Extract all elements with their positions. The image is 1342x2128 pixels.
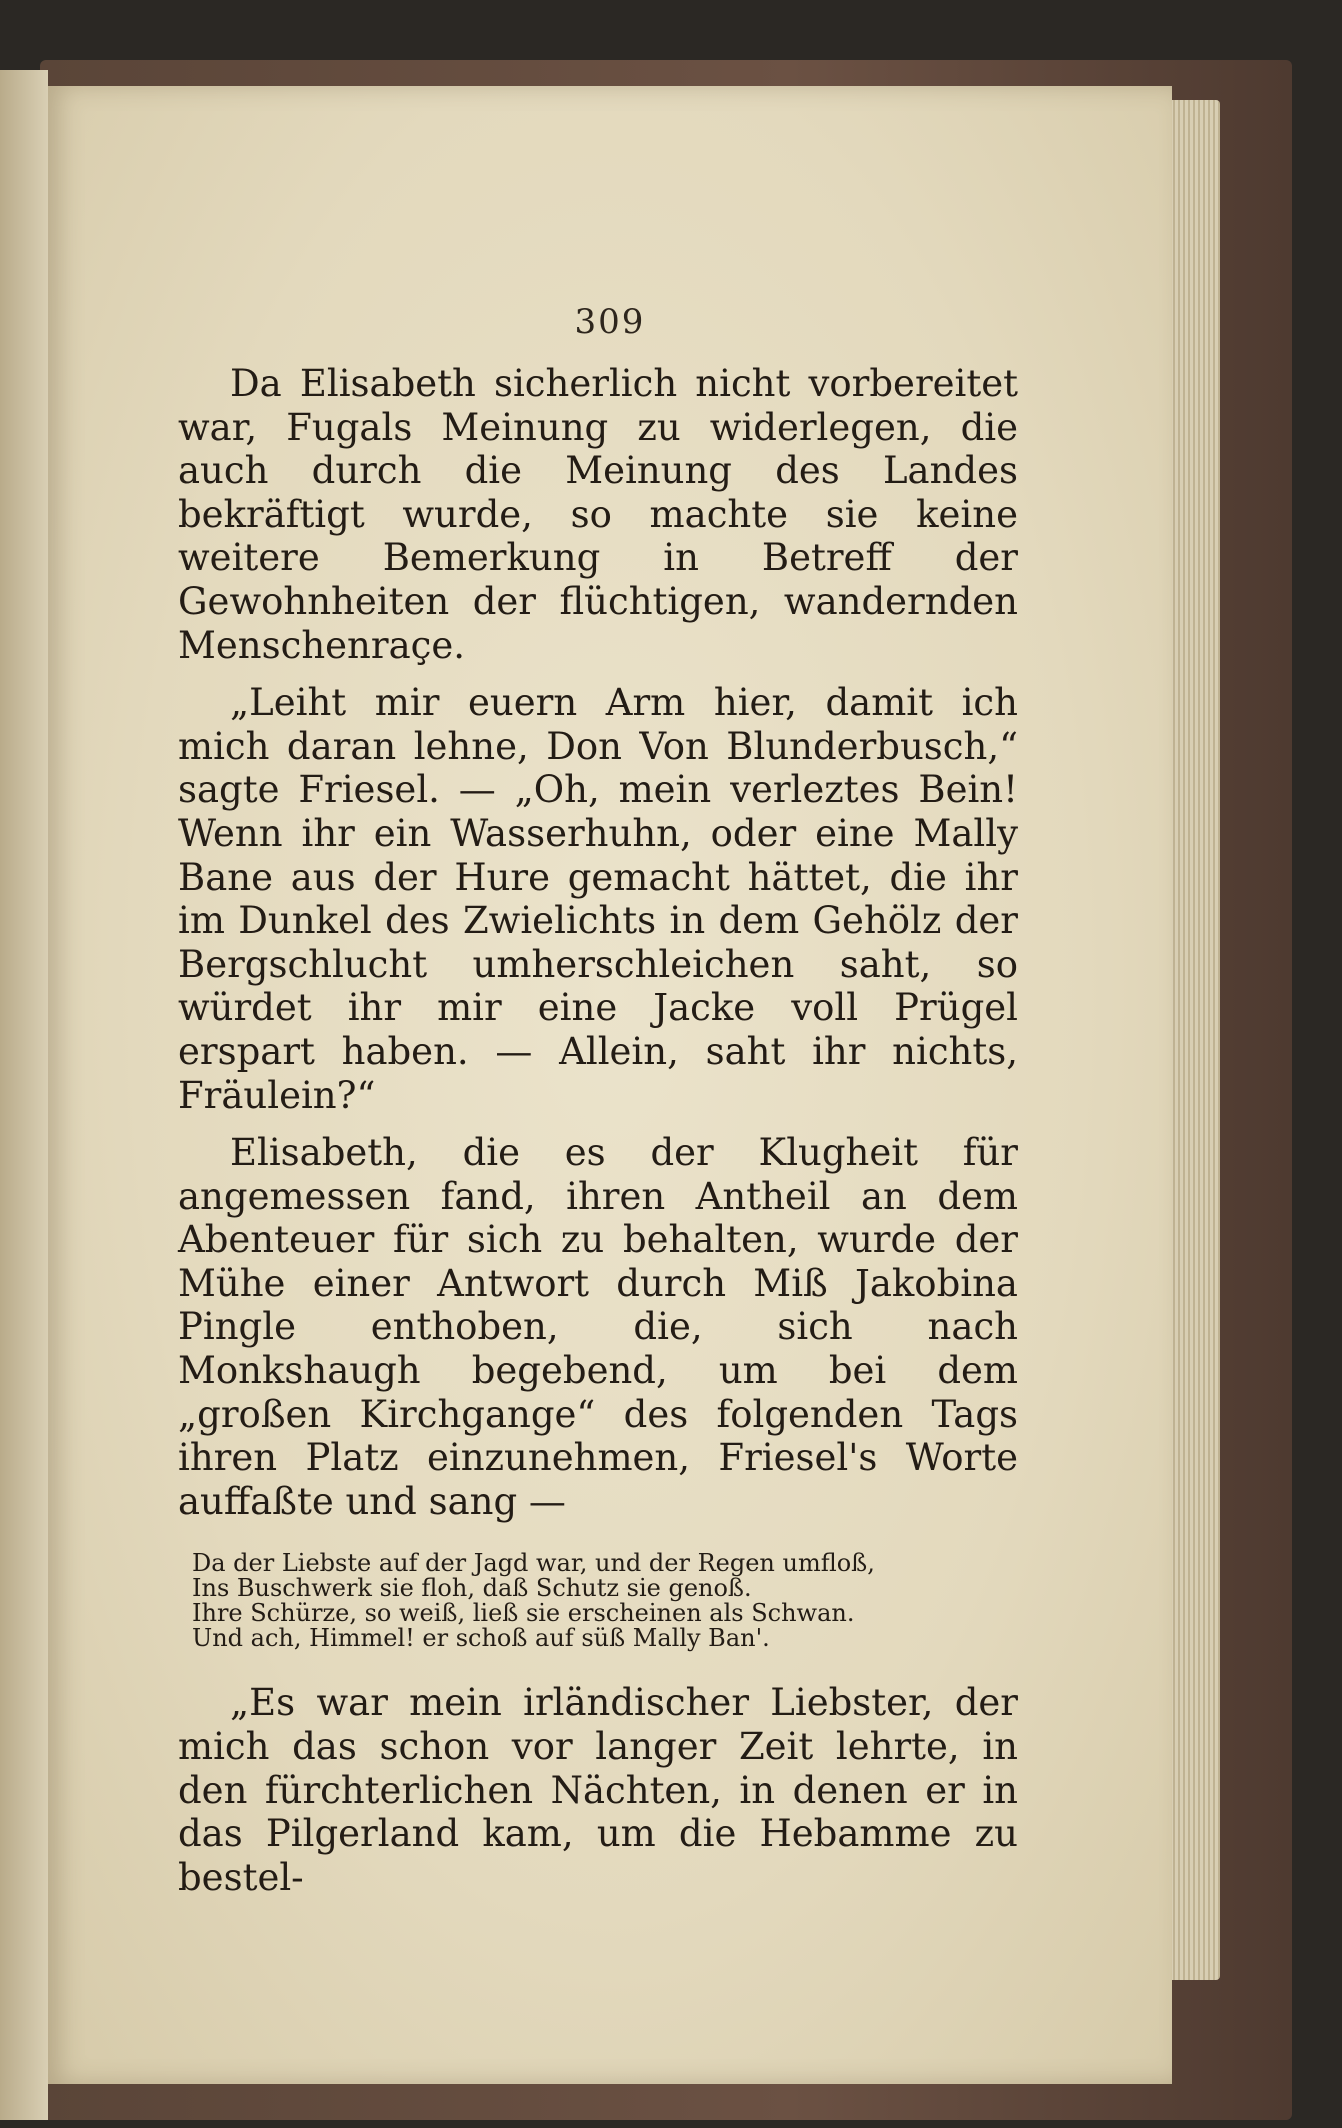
page-text bbox=[178, 362, 1018, 1899]
left-page-edge bbox=[0, 70, 48, 2120]
verse-line-4: Und ach, Himmel! er schoß auf süß Mally Ban'. bbox=[192, 1624, 770, 1653]
verse-line-1: Da der Liebste auf der Jagd war, und der Regen umfloß, bbox=[192, 1549, 875, 1578]
verse-line-3: Ihre Schürze, so weiß, ließ sie erscheinen als Schwan. bbox=[192, 1599, 855, 1628]
paragraph-3: Elisabeth, die es der Klugheit für angemessen fand, ihren Antheil an dem Abenteuer für sich zu behalten, wurde der Mühe einer Antwort durch Miß Jakobina Pingle enthoben, die, sich nach Monkshaugh begebend, um bei dem „großen Kirchgange“ des folgenden Tags ihren Platz einzunehmen, Friesel's Worte auffaßte und sang — bbox=[178, 1131, 1018, 1523]
paragraph-2: „Leiht mir euern Arm hier, damit ich mich daran lehne, Don Von Blunderbusch,“ sagte Friesel. — „Oh, mein verleztes Bein! Wenn ihr ein Wasserhuhn, oder eine Mally Bane aus der Hure gemacht hättet, die ihr im Dunkel des Zwielichts in dem Gehölz der Bergschlucht umherschleichen saht, so würdet ihr mir eine Jacke voll Prügel erspart haben. — Allein, saht ihr nichts, Fräulein?“ bbox=[178, 681, 1018, 1117]
paragraph-1: Da Elisabeth sicherlich nicht vorbereitet war, Fugals Meinung zu widerlegen, die auch durch die Meinung des Landes bekräftigt wurde, so machte sie keine weitere Bemerkung in Betreff der Gewohnheiten der flüchtigen, wandernden Menschenraçe. bbox=[178, 362, 1018, 667]
book-page bbox=[48, 86, 1172, 2084]
verse-block bbox=[192, 1551, 1018, 1651]
paragraph-4: „Es war mein irländischer Liebster, der mich das schon vor langer Zeit lehrte, in den fürchterlichen Nächten, in denen er in das Pilgerland kam, um die Hebamme zu bestel- bbox=[178, 1681, 1018, 1899]
page-number: 309 bbox=[574, 302, 646, 342]
verse-line-2: Ins Buschwerk sie floh, daß Schutz sie genoß. bbox=[192, 1574, 752, 1603]
